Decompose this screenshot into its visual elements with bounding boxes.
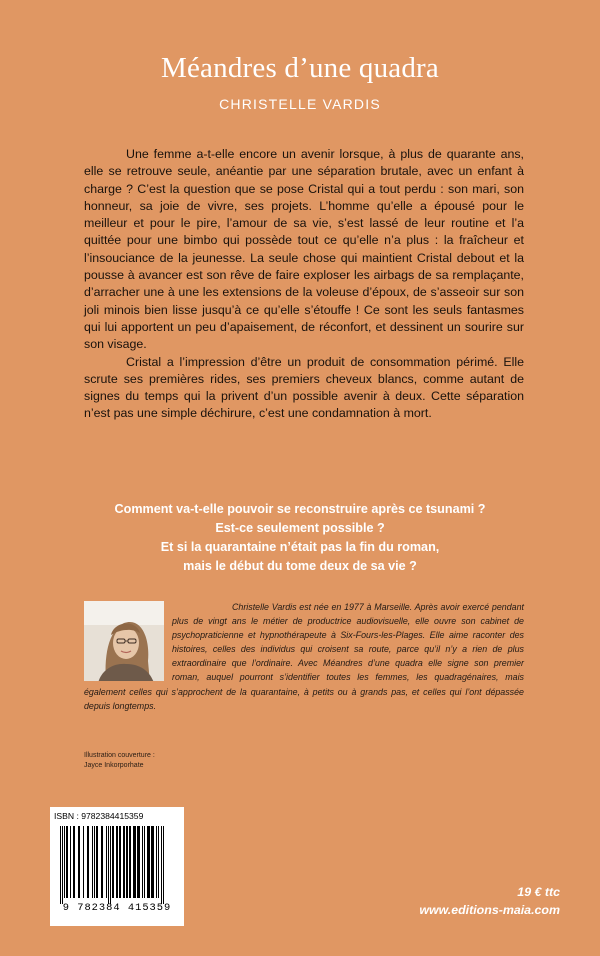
author-name: CHRISTELLE VARDIS	[219, 96, 381, 112]
barcode-bar	[64, 826, 65, 898]
barcode-bar	[161, 826, 162, 904]
barcode-bar	[137, 826, 140, 898]
author-photo	[84, 601, 164, 681]
barcode-bar	[94, 826, 95, 898]
barcode-bar	[158, 826, 159, 898]
barcode-image	[58, 826, 176, 904]
barcode-bar	[60, 826, 61, 904]
barcode-bar	[119, 826, 121, 898]
barcode-bar	[142, 826, 143, 898]
tagline-questions	[40, 500, 560, 576]
price: 19 € ttc	[517, 885, 560, 899]
tagline-line: Et si la quarantaine n’était pas la fin du roman,	[160, 540, 440, 554]
synopsis	[84, 146, 524, 423]
barcode-bar	[106, 826, 107, 898]
barcode-bar	[73, 826, 75, 898]
barcode-bar	[92, 826, 93, 898]
barcode-bar	[101, 826, 103, 898]
credit-label: Illustration couverture :	[84, 752, 155, 759]
barcode-bar	[70, 826, 71, 898]
barcode-bar	[112, 826, 114, 898]
barcode-bar	[62, 826, 63, 904]
barcode-bar	[147, 826, 150, 898]
tagline-line: mais le début du tome deux de sa vie ?	[183, 559, 417, 573]
barcode-bar	[83, 826, 84, 898]
barcode-panel	[50, 807, 184, 926]
tagline-line: Est-ce seulement possible ?	[215, 521, 385, 535]
publisher-website[interactable]: www.editions-maia.com	[419, 903, 560, 917]
barcode-bar	[108, 826, 109, 904]
illustration-credit	[84, 751, 155, 770]
barcode-bar	[163, 826, 164, 904]
synopsis-paragraph: Cristal a l’impression d’être un produit de consommation périmé. Elle scrute ses premières rides, ses premiers cheveux blancs, comme autant de signes du temps qui la privent d’un possible avenir à deux. Cette séparation n’est pas une simple déchirure, c’est une condamnation à mort.	[84, 354, 524, 421]
barcode-bar	[78, 826, 80, 898]
credit-name: Jayce Inkorporhate	[84, 761, 144, 769]
bio-text: Christelle Vardis est née en 1977 à Marseille. Après avoir exercé pendant plus de vingt ans le métier de productrice audiovisuelle, elle ouvre son cabinet de psychopraticienne et hypnothérapeute à Six-Fours-les-Plages. Elle aime raconter des histoires, celles des individus qui croisent sa route, parce qu’il n’y a rien de plus extraordinaire que l’ordinaire. Avec Méandres d’une quadra elle signe son premier roman, auquel pourront s’identifier toutes les femmes, les quadragénaires, mais également celles qui s’approchent de la quarantaine, à petits ou à grands pas, et celles qui l’ont dépassée depuis longtemps.	[84, 602, 524, 711]
barcode-bar	[123, 826, 125, 898]
barcode-bar	[126, 826, 128, 898]
barcode-bar	[96, 826, 98, 898]
book-title: Méandres d’une quadra	[161, 52, 439, 84]
barcode-bar	[66, 826, 68, 898]
synopsis-paragraph: Une femme a-t-elle encore un avenir lorsque, à plus de quarante ans, elle se retrouve seule, anéantie par une séparation brutale, avec un enfant à charge ? C’est la question que se pose Cristal qui a tout perdu : son mari, son honneur, sa joie de vivre, ses projets. L’homme qu’elle a épousé pour le meilleur et pour le pire, l’amour de sa vie, s’est lassé de leur routine et l’a quittée pour une bimbo qui possède tout ce qu’elle n’a plus : la fraîcheur et l’insouciance de la jeunesse. La seule chose qui maintient Cristal debout et la pousse à avancer est son rêve de faire exploser les airbags de sa remplaçante, d’arracher une à une les extensions de la voleuse d’époux, de s’asseoir sur son joli minois bien lisse jusqu’à ce qu’elle s’étouffe ! Ce sont les seuls fantasmes qui lui apportent un peu d’apaisement, de réconfort, et dessinent un sourire sur son visage.	[84, 147, 524, 352]
barcode-bar	[133, 826, 136, 898]
barcode-bar	[144, 826, 145, 898]
barcode-bar	[110, 826, 111, 904]
barcode-digits: 9 782384 415359	[62, 902, 172, 914]
author-portrait-image	[84, 601, 164, 681]
barcode-bar	[116, 826, 118, 898]
barcode-bar	[151, 826, 154, 898]
barcode-bar	[87, 826, 89, 898]
barcode-bar	[156, 826, 157, 898]
tagline-line: Comment va-t-elle pouvoir se reconstruire après ce tsunami ?	[114, 502, 486, 516]
isbn-label: ISBN : 9782384415359	[54, 811, 144, 821]
barcode-bar	[129, 826, 131, 898]
